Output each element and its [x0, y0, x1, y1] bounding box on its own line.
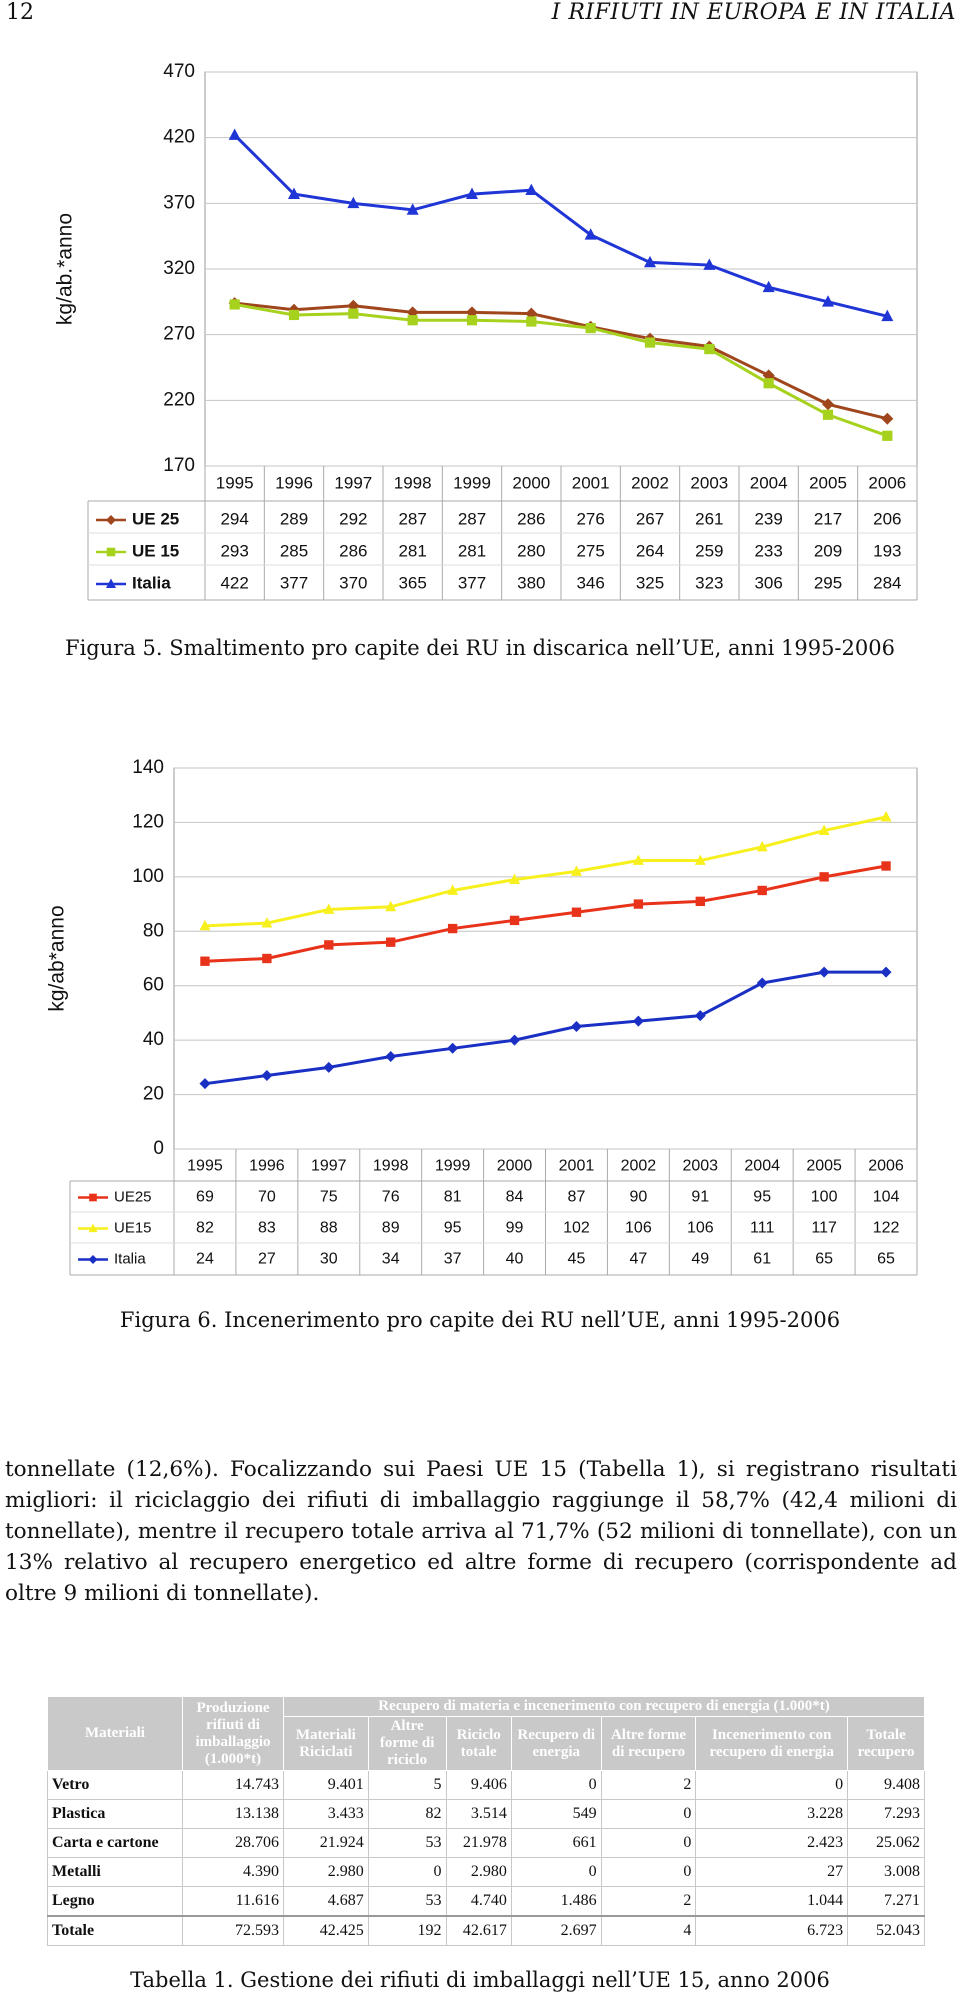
table-cell: 28.706	[183, 1828, 284, 1857]
table-cell: 9.406	[446, 1771, 511, 1800]
landfill-chart	[0, 50, 960, 610]
table-cell: 9.401	[284, 1771, 369, 1800]
data-point	[200, 957, 209, 966]
data-label: 261	[695, 509, 724, 529]
data-point	[758, 886, 767, 895]
data-label: 49	[691, 1250, 710, 1268]
data-label: 377	[279, 573, 309, 593]
table-cell-material: Plastica	[48, 1799, 183, 1828]
y-tick-label: 80	[142, 920, 164, 942]
data-label: 111	[750, 1219, 775, 1237]
data-label: 239	[754, 509, 783, 529]
x-tick-label: 1999	[453, 473, 491, 493]
table-cell: 42.425	[284, 1916, 369, 1946]
y-tick-label: 470	[163, 61, 195, 83]
x-tick-label: 2002	[631, 473, 669, 493]
data-label: 422	[220, 573, 249, 593]
table-cell: 0	[511, 1857, 601, 1886]
data-point	[634, 899, 643, 908]
data-label: 286	[517, 509, 546, 529]
table-row	[48, 1828, 925, 1857]
data-label: 306	[754, 573, 783, 593]
x-tick-label: 2005	[809, 473, 847, 493]
y-tick-label: 270	[163, 323, 195, 345]
table-subheader: Totale recupero	[848, 1717, 925, 1771]
data-label: 69	[196, 1188, 214, 1206]
x-tick-label: 2001	[558, 1157, 595, 1175]
data-label: 217	[813, 509, 843, 529]
data-label: 34	[381, 1250, 400, 1268]
data-label: 267	[635, 509, 665, 529]
x-tick-label: 1999	[434, 1157, 471, 1175]
table-header-group: Recupero di materia e incenerimento con recupero di energia (1.000*t)	[284, 1697, 925, 1717]
data-point	[348, 309, 358, 319]
table-cell: 4.740	[446, 1886, 511, 1916]
data-label: 281	[398, 541, 427, 561]
x-tick-label: 1995	[187, 1157, 223, 1175]
data-label: 365	[398, 573, 427, 593]
table-row	[48, 1771, 925, 1800]
x-tick-label: 1997	[310, 1157, 347, 1175]
y-tick-label: 170	[163, 455, 195, 477]
table-cell: 42.617	[446, 1916, 511, 1946]
data-label: 45	[567, 1250, 586, 1268]
data-label: 346	[576, 573, 605, 593]
data-point	[526, 316, 536, 326]
table-row	[48, 1916, 925, 1946]
table-cell: 7.271	[848, 1886, 925, 1916]
data-label: 91	[691, 1188, 710, 1206]
x-tick-label: 1998	[372, 1157, 409, 1175]
data-label: 89	[381, 1219, 400, 1237]
table-cell: 3.433	[284, 1799, 369, 1828]
data-label: 95	[753, 1188, 772, 1206]
data-label: 233	[754, 541, 783, 561]
table-cell-material: Metalli	[48, 1857, 183, 1886]
data-label: 24	[196, 1250, 214, 1268]
x-tick-label: 1996	[275, 473, 313, 493]
x-tick-label: 2006	[868, 1157, 904, 1175]
data-label: 61	[753, 1250, 772, 1268]
table-cell: 192	[368, 1916, 446, 1946]
table-cell: 6.723	[696, 1916, 848, 1946]
data-point	[696, 897, 705, 906]
table-cell: 21.978	[446, 1828, 511, 1857]
data-label: 377	[457, 573, 487, 593]
table-subheader: Altre forme di riciclo	[368, 1717, 446, 1771]
x-tick-label: 2004	[749, 473, 788, 493]
table-cell: 2	[601, 1771, 696, 1800]
data-point	[572, 908, 581, 917]
data-label: 122	[872, 1219, 900, 1237]
data-label: 209	[813, 541, 843, 561]
incineration-chart	[0, 752, 960, 1282]
table-cell-material: Vetro	[48, 1771, 183, 1800]
data-label: 37	[443, 1250, 462, 1268]
data-label: 295	[813, 573, 843, 593]
table-cell: 2.423	[696, 1828, 848, 1857]
y-tick-label: 370	[163, 192, 195, 214]
data-label: 289	[279, 509, 309, 529]
y-tick-label: 60	[142, 974, 164, 996]
legend-label: UE 15	[132, 541, 180, 561]
y-axis-label: kg/ab*anno	[45, 905, 69, 1012]
data-label: 47	[629, 1250, 648, 1268]
table-cell: 1.044	[696, 1886, 848, 1916]
x-tick-label: 2006	[868, 473, 907, 493]
data-label: 81	[443, 1188, 462, 1206]
data-point	[89, 1194, 97, 1202]
data-label: 281	[457, 541, 487, 561]
x-tick-label: 1995	[215, 473, 254, 493]
data-point	[704, 344, 714, 354]
data-label: 106	[625, 1219, 652, 1237]
data-point	[289, 310, 299, 320]
table-cell: 0	[601, 1828, 696, 1857]
data-label: 100	[810, 1188, 838, 1206]
data-label: 30	[319, 1250, 338, 1268]
table-cell: 53	[368, 1886, 446, 1916]
table-subheader: Altre forme di recupero	[601, 1717, 696, 1771]
table-header-materiali: Materiali	[48, 1697, 183, 1771]
x-tick-label: 2000	[496, 1157, 533, 1175]
data-label: 90	[629, 1188, 648, 1206]
data-point	[386, 937, 395, 946]
table1-caption: Tabella 1. Gestione dei rifiuti di imballaggi nell’UE 15, anno 2006	[130, 1968, 830, 1992]
table-cell: 13.138	[183, 1799, 284, 1828]
data-label: 40	[505, 1250, 524, 1268]
data-label: 83	[257, 1219, 276, 1237]
data-point	[882, 431, 892, 441]
table-header-produzione: Produzione rifiuti di imballaggio (1.000*t)	[183, 1697, 284, 1771]
data-point	[586, 323, 596, 333]
data-label: 259	[695, 541, 724, 561]
x-tick-label: 2003	[690, 473, 729, 493]
legend-label: Italia	[114, 1250, 146, 1268]
data-label: 104	[872, 1188, 900, 1206]
table-cell: 9.408	[848, 1771, 925, 1800]
table-cell: 2	[601, 1886, 696, 1916]
data-point	[510, 916, 519, 925]
y-tick-label: 20	[142, 1083, 164, 1105]
data-label: 88	[319, 1219, 338, 1237]
table-cell: 2.980	[446, 1857, 511, 1886]
x-tick-label: 1998	[393, 473, 432, 493]
table-row	[48, 1799, 925, 1828]
data-label: 323	[695, 573, 724, 593]
table-cell: 25.062	[848, 1828, 925, 1857]
table-cell-material: Totale	[48, 1916, 183, 1946]
data-point	[823, 410, 833, 420]
table-cell-material: Legno	[48, 1886, 183, 1916]
data-point	[764, 378, 774, 388]
data-label: 284	[873, 573, 902, 593]
y-tick-label: 420	[163, 126, 195, 148]
x-tick-label: 2003	[682, 1157, 719, 1175]
table-cell: 1.486	[511, 1886, 601, 1916]
table-cell: 3.008	[848, 1857, 925, 1886]
table-cell: 21.924	[284, 1828, 369, 1857]
body-paragraph: tonnellate (12,6%). Focalizzando sui Paesi UE 15 (Tabella 1), si registrano risultati migliori: il riciclaggio dei rifiuti di imballaggio raggiunge il 58,7% (42,4 milioni di tonnellate), mentre il recupero totale arriva al 71,7% (52 milioni di tonnellate), con un 13% relativo al recupero energetico ed altre forme di recupero (corrispondente ad oltre 9 milioni di tonnellate).	[5, 1457, 957, 1606]
data-label: 193	[873, 541, 902, 561]
table-cell: 0	[601, 1799, 696, 1828]
y-tick-label: 0	[153, 1138, 164, 1160]
legend-label: UE15	[114, 1219, 152, 1237]
table-cell: 72.593	[183, 1916, 284, 1946]
table-cell: 53	[368, 1828, 446, 1857]
data-label: 380	[517, 573, 546, 593]
x-tick-label: 1997	[334, 473, 373, 493]
data-point	[819, 872, 828, 881]
table-cell: 4.390	[183, 1857, 284, 1886]
data-label: 286	[339, 541, 368, 561]
y-tick-label: 220	[163, 389, 195, 411]
y-tick-label: 140	[132, 757, 164, 779]
data-label: 65	[877, 1250, 895, 1268]
data-point	[467, 315, 477, 325]
table-subheader: Materiali Riciclati	[284, 1717, 369, 1771]
table-cell: 52.043	[848, 1916, 925, 1946]
legend-label: UE 25	[132, 509, 180, 529]
data-point	[645, 337, 655, 347]
data-label: 106	[686, 1219, 714, 1237]
y-tick-label: 100	[132, 865, 164, 887]
y-tick-label: 120	[132, 811, 164, 833]
data-point	[408, 315, 418, 325]
table-subheader: Incenerimento con recupero di energia	[696, 1717, 848, 1771]
x-tick-label: 2000	[512, 473, 551, 493]
data-label: 285	[279, 541, 309, 561]
data-label: 280	[517, 541, 546, 561]
legend-label: Italia	[132, 573, 171, 593]
data-point	[262, 954, 271, 963]
data-point	[324, 940, 333, 949]
x-tick-label: 2005	[806, 1157, 842, 1175]
data-label: 275	[576, 541, 605, 561]
table-row	[48, 1886, 925, 1916]
table-cell: 4.687	[284, 1886, 369, 1916]
table-row	[48, 1857, 925, 1886]
table-cell: 3.514	[446, 1799, 511, 1828]
table-cell: 14.743	[183, 1771, 284, 1800]
table-cell: 0	[601, 1857, 696, 1886]
table-cell: 0	[511, 1771, 601, 1800]
page-number: 12	[6, 0, 34, 25]
table-subheader: Recupero di energia	[511, 1717, 601, 1771]
x-tick-label: 1996	[249, 1157, 285, 1175]
table-cell: 82	[368, 1799, 446, 1828]
packaging-table	[47, 1696, 925, 1946]
data-point	[106, 515, 116, 525]
data-label: 87	[567, 1188, 586, 1206]
data-point	[89, 1255, 98, 1264]
table-cell: 2.697	[511, 1916, 601, 1946]
table-cell: 2.980	[284, 1857, 369, 1886]
table-subheader: Riciclo totale	[446, 1717, 511, 1771]
data-label: 287	[457, 509, 487, 529]
data-label: 117	[811, 1219, 837, 1237]
legend-label: UE25	[114, 1188, 152, 1206]
table-cell: 0	[696, 1771, 848, 1800]
data-label: 325	[635, 573, 665, 593]
running-title: I RIFIUTI IN EUROPA E IN ITALIA	[551, 0, 956, 25]
data-point	[448, 924, 457, 933]
data-label: 102	[563, 1219, 590, 1237]
data-label: 293	[220, 541, 249, 561]
data-point	[230, 299, 240, 309]
data-label: 294	[220, 509, 249, 529]
data-label: 99	[505, 1219, 524, 1237]
data-label: 292	[339, 509, 368, 529]
data-label: 370	[339, 573, 368, 593]
y-tick-label: 320	[163, 258, 195, 280]
data-point	[881, 861, 890, 870]
table-cell: 27	[696, 1857, 848, 1886]
data-label: 276	[576, 509, 605, 529]
table-cell-material: Carta e cartone	[48, 1828, 183, 1857]
table-cell: 5	[368, 1771, 446, 1800]
figure5-caption: Figura 5. Smaltimento pro capite dei RU in discarica nell’UE, anni 1995-2006	[65, 636, 895, 660]
data-label: 206	[873, 509, 902, 529]
data-label: 82	[196, 1219, 214, 1237]
x-tick-label: 2004	[744, 1157, 781, 1175]
data-label: 70	[257, 1188, 276, 1206]
table-cell: 0	[368, 1857, 446, 1886]
data-label: 95	[443, 1219, 462, 1237]
data-label: 65	[815, 1250, 834, 1268]
data-label: 76	[381, 1188, 400, 1206]
y-tick-label: 40	[142, 1029, 164, 1051]
y-axis-label: kg/ab.*anno	[53, 212, 77, 326]
table-cell: 7.293	[848, 1799, 925, 1828]
table-cell: 4	[601, 1916, 696, 1946]
data-label: 287	[398, 509, 427, 529]
table-cell: 549	[511, 1799, 601, 1828]
x-tick-label: 2001	[571, 473, 610, 493]
table-cell: 661	[511, 1828, 601, 1857]
figure6-caption: Figura 6. Incenerimento pro capite dei RU nell’UE, anni 1995-2006	[119, 1308, 841, 1332]
table-cell: 11.616	[183, 1886, 284, 1916]
data-label: 27	[257, 1250, 276, 1268]
x-tick-label: 2002	[620, 1157, 657, 1175]
data-label: 264	[635, 541, 665, 561]
data-point	[107, 548, 116, 557]
data-label: 84	[505, 1188, 524, 1206]
table-cell: 3.228	[696, 1799, 848, 1828]
data-label: 75	[319, 1188, 338, 1206]
plot-area	[174, 768, 917, 1149]
